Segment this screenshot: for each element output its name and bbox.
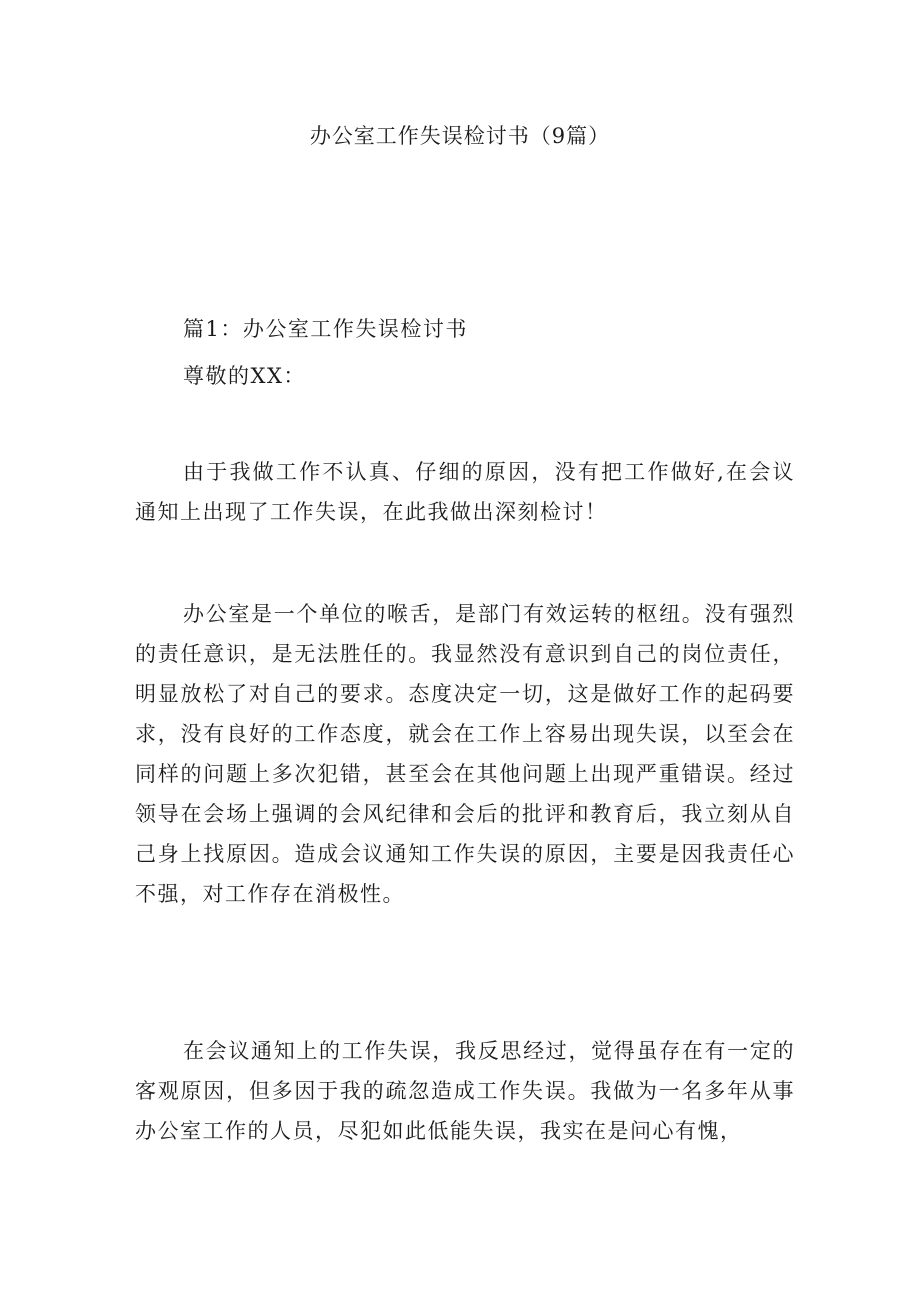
section-heading: 篇1：办公室工作失误检讨书 — [183, 317, 468, 341]
salutation: 尊敬的XX： — [183, 364, 306, 388]
paragraph-3: 在会议通知上的工作失误，我反思经过，觉得虽存在有一定的客观原因，但多因于我的疏忽造成工作失误。我做为一名多年从事办公室工作的人员，尽犯如此低能失误，我实在是问心有愧， — [135, 1039, 795, 1143]
paragraph-1: 由于我做工作不认真、仔细的原因，没有把工作做好,在会议通知上出现了工作失误，在此我做出深刻检讨！ — [135, 460, 795, 524]
paragraph-2: 办公室是一个单位的喉舌，是部门有效运转的枢纽。没有强烈的责任意识，是无法胜任的。我显然没有意识到自己的岗位责任，明显放松了对自己的要求。态度决定一切，这是做好工作的起码要求，没有良好的工作态度，就会在工作上容易出现失误，以至会在同样的问题上多次犯错，甚至会在其他问题上出现严重错误。经过领导在会场上强调的会风纪律和会后的批评和教育后，我立刻从自己身上找原因。造成会议通知工作失误的原因，主要是因我责任心不强，对工作存在消极性。 — [135, 602, 795, 906]
document-title: 办公室工作失误检讨书（9篇） — [309, 124, 611, 148]
